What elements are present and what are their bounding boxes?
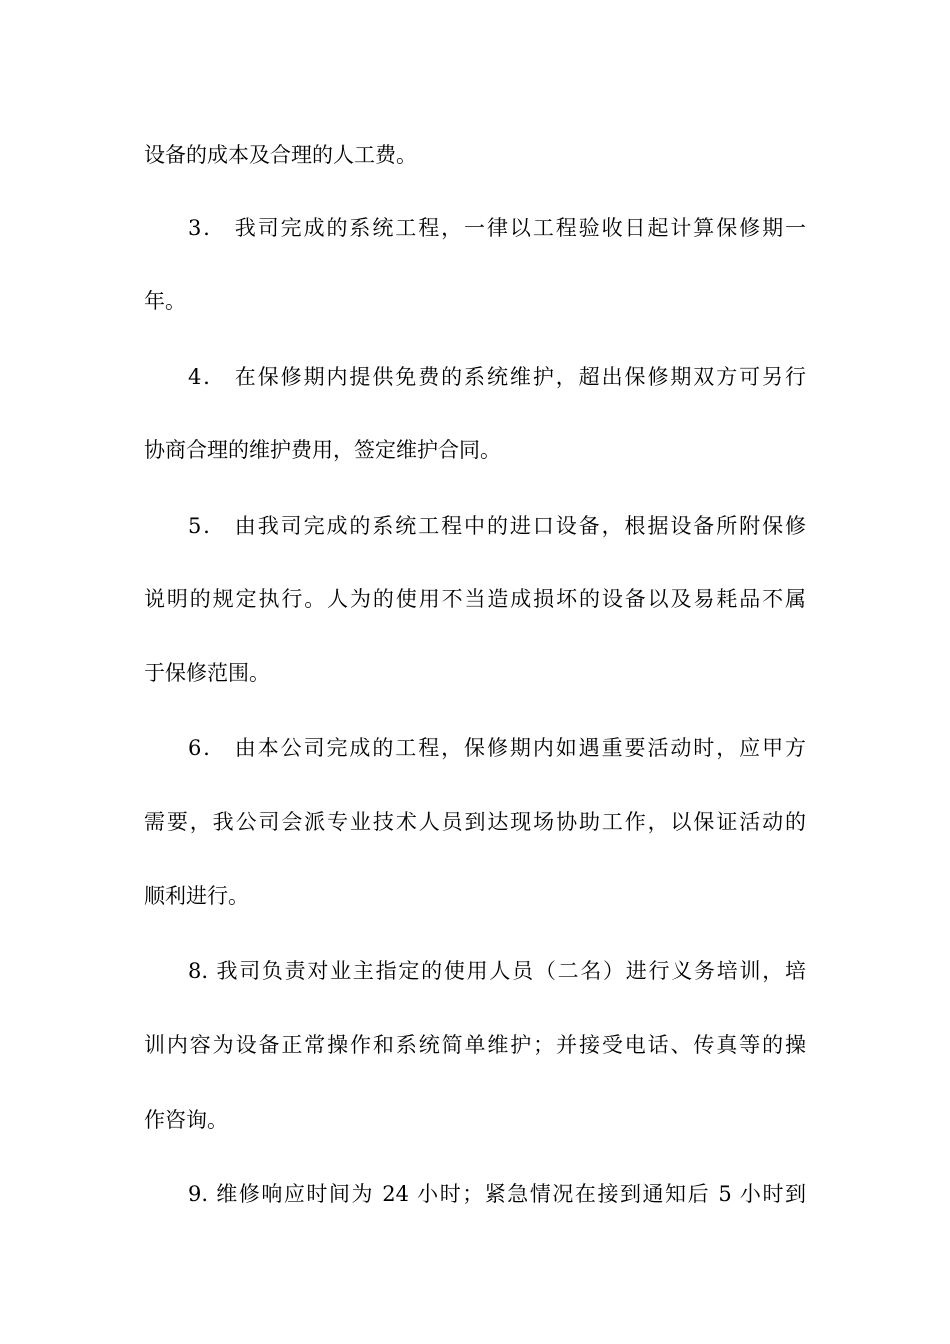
paragraph-line: 作咨询。 (144, 1108, 228, 1132)
paragraph-line: 3． 我司完成的系统工程，一律以工程验收日起计算保修期一 (188, 216, 806, 240)
paragraph-line: 训内容为设备正常操作和系统简单维护；并接受电话、传真等的操 (144, 1033, 806, 1057)
paragraph-line: 6． 由本公司完成的工程，保修期内如遇重要活动时，应甲方 (188, 736, 806, 760)
paragraph-line: 年。 (144, 289, 186, 313)
paragraph-line: 说明的规定执行。人为的使用不当造成损坏的设备以及易耗品不属 (144, 587, 806, 611)
paragraph-line: 8. 我司负责对业主指定的使用人员（二名）进行义务培训，培 (188, 959, 806, 983)
paragraph-line: 于保修范围。 (144, 661, 270, 685)
paragraph-line: 4． 在保修期内提供免费的系统维护，超出保修期双方可另行 (188, 365, 806, 389)
paragraph-line: 9. 维修响应时间为 24 小时；紧急情况在接到通知后 5 小时到 (188, 1182, 806, 1206)
paragraph-line: 设备的成本及合理的人工费。 (144, 143, 417, 167)
paragraph-line: 协商合理的维护费用，签定维护合同。 (144, 438, 501, 462)
paragraph-line: 5． 由我司完成的系统工程中的进口设备，根据设备所附保修 (188, 514, 806, 538)
paragraph-line: 需要，我公司会派专业技术人员到达现场协助工作，以保证活动的 (144, 810, 806, 834)
paragraph-line: 顺利进行。 (144, 884, 249, 908)
